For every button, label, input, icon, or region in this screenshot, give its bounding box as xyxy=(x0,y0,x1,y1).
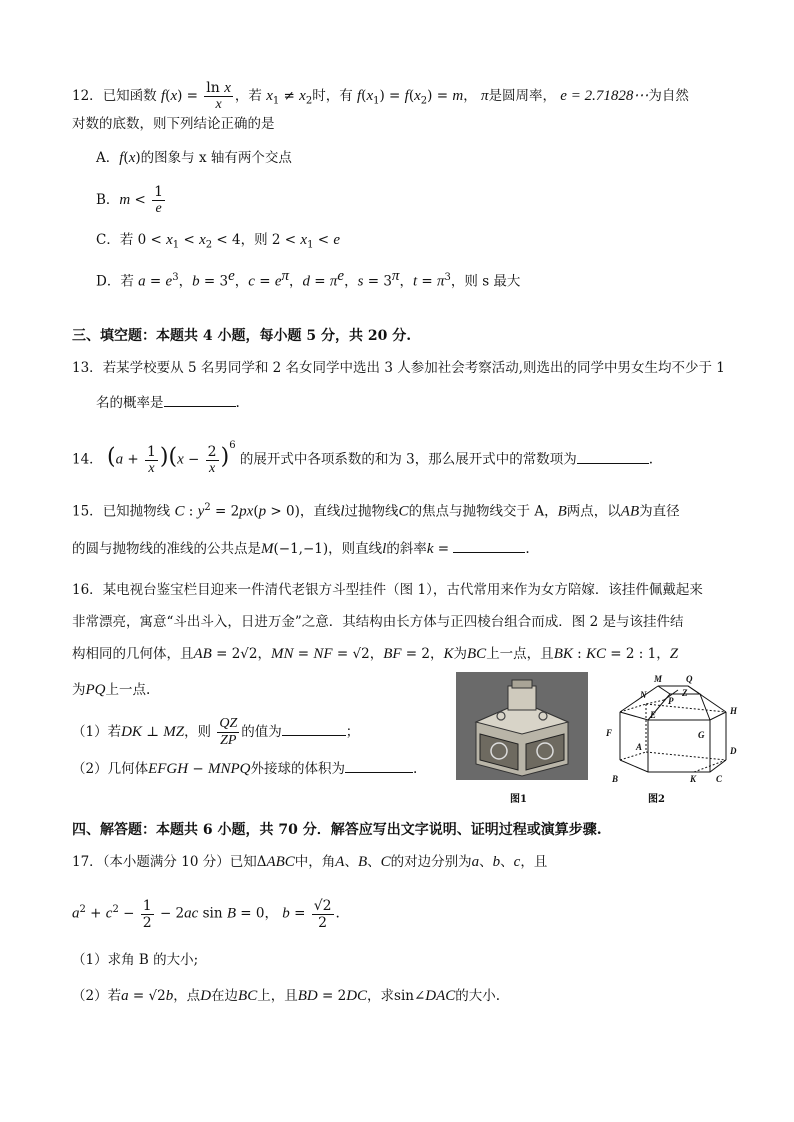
q16-line4: 为PQ上一点. xyxy=(72,682,151,698)
figure-2-caption: 图2 xyxy=(648,794,665,805)
fraction-2-over-x: $\frac{2}{x}$ xyxy=(207,443,217,476)
q17-sub1: （1）求角 B 的大小; xyxy=(72,952,199,968)
label-q: Q xyxy=(686,674,693,684)
q16-line2: 非常漂亮，寓意“斗出斗入，日进万金”之意．其结构由长方体与正四棱台组合而成．图 2 是与该挂件结 xyxy=(72,614,684,630)
label-z: Z xyxy=(682,688,688,698)
fraction-lnx-over-x: $\frac{\text{ln x}}{x}$ xyxy=(206,80,231,112)
q16-line1: 16．某电视台鉴宝栏目迎来一件清代老银方斗型挂件（图 1），古代常用来作为女方陪嫁．该挂件佩戴起来 xyxy=(72,582,703,598)
q15-line2: 的圆与抛物线的准线的公共点是M(−1,−1)，则直线l的斜率k = . xyxy=(72,538,530,559)
figure-1-caption: 图1 xyxy=(510,794,527,805)
q16-line3: 构相同的几何体，且AB = 2√2，MN = NF = √2，BF = 2，K为BC上一点，且BK : KC = 2 : 1，Z xyxy=(72,646,679,662)
label-h: H xyxy=(730,706,738,716)
q12-line1: 12．已知函数 f(x) = $\frac{\text{ln x}}{x}$ ，若 $x_1 \ne x_2$时，有 $f(x_1) = f(x_2) = m$， π是圆周率， e = 2.71828⋯为自然 xyxy=(72,80,689,112)
label-d: D xyxy=(730,746,737,756)
label-p: P xyxy=(668,696,674,706)
label-c: C xyxy=(716,774,723,784)
figure-1-photo xyxy=(456,672,588,780)
q13-line2: 名的概率是 . xyxy=(96,392,240,413)
q16-sub2: （2）几何体EFGH − MNPQ外接球的体积为 . xyxy=(72,758,417,779)
q16-sub1: （1）若DK ⊥ MZ，则 $\frac{QZ}{ZP}$ 的值为 ； xyxy=(72,716,360,748)
figure-2-diagram xyxy=(598,672,742,784)
fraction-sqrt2-over-2: $\frac{√2}{2}$ xyxy=(313,897,332,931)
answer-blank[interactable] xyxy=(577,449,649,464)
label-e: E xyxy=(650,710,657,720)
answer-blank[interactable] xyxy=(345,758,413,773)
label-n: N xyxy=(640,690,647,700)
label-f: F xyxy=(606,728,613,738)
q12-option-d: D．若 $a = e^3$，$b = 3^e$，$c = e^\pi$，$d = \pi^e$，$s = 3^\pi$，$t = \pi^3$，则 s 最大 xyxy=(96,268,521,290)
q14-line: 14． (a + $\frac{1}{x}$ )(x − $\frac{2}{x}$ )$^6$ 的展开式中各项系数的和为 3，那么展开式中的常数项为 . xyxy=(72,440,654,476)
q15-line1: 15．已知抛物线 C : $y^2 = 2px(p > 0)$，直线l过抛物线C的焦点与抛物线交于 A，B两点，以AB为直径 xyxy=(72,502,680,520)
label-b: B xyxy=(612,774,619,784)
q12-line2: 对数的底数，则下列结论正确的是 xyxy=(72,116,275,132)
label-a: A xyxy=(636,742,643,752)
q17-sub2: （2）若a = √2b，点D在边BC上，且BD = 2DC，求sin∠DAC的大小. xyxy=(72,988,501,1004)
q12-option-b: B．m < $\frac{1}{e}$ xyxy=(96,184,164,216)
answer-blank[interactable] xyxy=(164,392,236,407)
q17-line1: 17．（本小题满分 10 分）已知ΔABC中，角A、B、C的对边分别为a、b、c，且 xyxy=(72,854,548,870)
q17-equation: $a^2 + c^2$ − $\frac{1}{2}$ − 2ac sin B = 0， b = $\frac{√2}{2}$ . xyxy=(72,897,340,931)
label-k: K xyxy=(690,774,697,784)
q13-line1: 13．若某学校要从 5 名男同学和 2 名女同学中选出 3 人参加社会考察活动,则选出的同学中男女生均不少于 1 xyxy=(72,360,725,376)
fraction-1-over-x: $\frac{1}{x}$ xyxy=(146,443,156,476)
q12-option-a: A．f(x)的图象与 x 轴有两个交点 xyxy=(96,150,292,166)
q12-option-c: C．若 $0 < x_1 < x_2 < 4$，则 $2 < x_1 < e$ xyxy=(96,232,341,251)
fraction-qz-over-zp: $\frac{QZ}{ZP}$ xyxy=(219,716,238,748)
label-g: G xyxy=(698,730,705,740)
answer-blank[interactable] xyxy=(453,538,525,553)
fraction-1-over-e: $\frac{1}{e}$ xyxy=(154,184,164,216)
section-4-title: 四、解答题：本题共 6 小题，共 70 分．解答应写出文字说明、证明过程或演算步骤. xyxy=(72,822,602,838)
label-m: M xyxy=(654,674,663,684)
fraction-1-over-2: $\frac{1}{2}$ xyxy=(142,897,152,931)
answer-blank[interactable] xyxy=(282,721,346,736)
section-3-title: 三、填空题：本题共 4 小题，每小题 5 分，共 20 分. xyxy=(72,328,412,344)
